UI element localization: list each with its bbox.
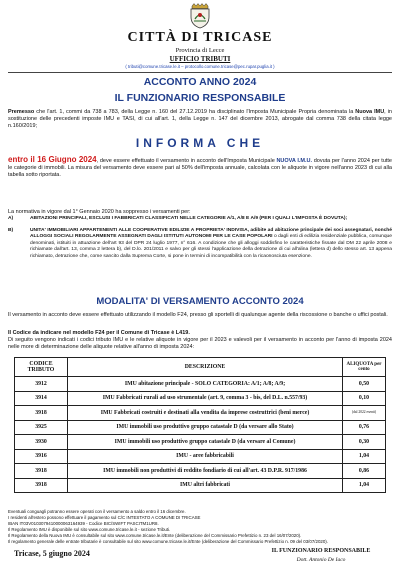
- informa-text-1: , deve essere effettuato il versamento in acconto dell'Imposta Municipale: [96, 158, 277, 164]
- premessa-paragraph: [8, 109, 392, 131]
- row-code: 3914: [15, 391, 68, 406]
- row-code: 3918: [15, 406, 68, 421]
- row-rate: 0,86: [343, 464, 386, 479]
- codice-comune-line: Il Codice da indicare nel modello F24 per il Comune di Tricase è L419.: [8, 330, 190, 336]
- table-header-row: [15, 358, 386, 377]
- row-code: 3918: [15, 464, 68, 479]
- row-description: IMU Fabbricati costruiti e destinati alla vendita da imprese costruttrici (beni merce): [68, 406, 343, 421]
- row-description: IMU immobili uso produttivo gruppo catastale D (da versare al Comune): [68, 435, 343, 450]
- tributi-table: [14, 357, 386, 493]
- contact-emails[interactable]: ( tributi@comune.tricase.le.it – protocollo.comune.tricase@pec.rupar.puglia.it ): [125, 64, 275, 69]
- exemption-text-rest: o dagli enti di edilizia residenziale pubblica, comunque denominati, istituiti in attuazione dell'art 93 del DPR 24 luglio 1977, n° 616. A condizione che gli alloggi soddisfino le caratteristiche fissate dal DM 22 aprile 2008 e richiamate dall'art. 13, comma 2 lettera b), del D.lo. 201/2011 e salvo per gli stessi l'applicazione della detrazione di cui all'alina (lettera d) dello stesso art. 13 appena richiamato, detrazione che, come sancito dalla Suprema Corte, si pone in termini di incompatibilità con la ricaonosciuta esenzione.: [30, 234, 392, 259]
- row-rate: 1,04: [343, 449, 386, 464]
- table-row: [15, 435, 386, 450]
- footer-notes: [8, 509, 392, 544]
- page-title: ACCONTO ANNO 2024: [143, 76, 257, 88]
- row-rate: 0,10: [343, 391, 386, 406]
- row-code: 3916: [15, 449, 68, 464]
- table-row: [15, 406, 386, 421]
- header-aliquota: ALIQUOTA per cento: [343, 358, 386, 377]
- premessa-text: che l'art. 1, commi da 738 a 783, della Legge n. 160 del 27.12.2019 ha disciplinato l'Imposta Municipale Propria denominata la: [34, 109, 356, 115]
- header-codice: CODICE TRIBUTO: [15, 358, 68, 377]
- premessa-imu: Nuova IMU: [355, 109, 385, 115]
- table-row: [15, 464, 386, 479]
- row-rate: 0,76: [343, 420, 386, 435]
- codici-paragraph: Di seguito vengono indicati i codici tributo IMU e le relative aliquote in vigore per il 2023 e valevoli per il versamento in acconto per l'anno di imposta 2024 nelle more di determinazione delle aliquote relative all'anno di imposta 2024:: [8, 337, 392, 351]
- modalita-paragraph: Il versamento in acconto deve essere effettuato utilizzando il modello F24, presso gli sportelli di qualunque agente della riscossione o banche o uffici postali.: [8, 312, 388, 318]
- signer-title: IL FUNZIONARIO RESPONSABILE: [271, 548, 371, 554]
- table-row: [15, 391, 386, 406]
- table-row: [15, 420, 386, 435]
- row-code: 3912: [15, 377, 68, 392]
- row-description: IMU immobili non produttivi di reddito fondiario di cui all'art. 43 D.P.R. 917/1986: [68, 464, 343, 479]
- row-code: 3930: [15, 435, 68, 450]
- exemption-marker: B): [8, 228, 14, 233]
- row-description: IMU altri fabbricati: [68, 478, 343, 493]
- footer-note: Eventuali conguagli potranno essere operati con il versamento a saldo entro il 16 dicembre.: [8, 509, 186, 514]
- exemption-text-bold: UNITA' IMMOBILIARI APPARTENENTI ALLE COOPERATIVE EDILIZIE A PROPRIETA' INDIVISA, adibite ad abitazione principale dei soci assegnatari, nonché ALLOGGI SOCIALI REGOLARMENTE ASSEGNATI DAGLI ISTITUTI AUTONOMI PER LE CASE POPOLARI: [30, 228, 392, 240]
- normativa-line: La normativa in vigore dal 1° Gennaio 2020 ha soppresso i versamenti per:: [8, 209, 191, 215]
- row-code: 3925: [15, 420, 68, 435]
- informa-text-2: dovuta per l'anno 2024 per tutte le categorie di immobili. La misura del versamento deve essere pari al 50% dell'imposta annuale, calcolata con le aliquote in vigore nell'anno 2023 di cui alla tabella sotto riportata.: [8, 158, 392, 179]
- exemption-marker: A): [8, 216, 14, 221]
- informa-paragraph: [8, 156, 392, 180]
- row-description: IMU - aree fabbricabili: [68, 449, 343, 464]
- footer-note: I residenti all'estero possono effettuare il pagamento sul C/C INTESTATO A COMUNE DI TRICASE: [8, 514, 201, 520]
- informa-heading: INFORMA CHE: [135, 136, 265, 150]
- table-row: [15, 449, 386, 464]
- header-divider: [8, 72, 392, 73]
- row-rate-note: (dal 2022 esenti): [351, 409, 377, 414]
- city-name: CITTÀ DI TRICASE: [127, 30, 273, 45]
- modalita-heading: MODALITA' DI VERSAMENTO ACCONTO 2024: [96, 296, 304, 307]
- signer-name: Dott. Antonio De Iaco: [296, 557, 346, 563]
- footer-note: Il Regolamento IMU è disponibile sul sito www.comune.tricase.le.it - sezione Tributi.: [8, 526, 171, 532]
- header-descrizione: DESCRIZIONE: [68, 358, 343, 377]
- footer-note: Il Regolamento della Nuova IMU è consultabile sul sito www.comune.tricase.le.it/Ente (deliberazione del Commissario Prefettizio n. 23 del 16/07/2020).: [8, 532, 302, 538]
- footer-note: Il regolamento generale delle entrate tributarie è consultabile sul sito www.comune.tricase.le.it/Ente (deliberazione del Commissario Prefettizio n. 09 del 03/07/2020).: [8, 538, 328, 544]
- table-row: [15, 377, 386, 392]
- row-code: 3918: [15, 478, 68, 493]
- row-rate-cell: [343, 406, 386, 421]
- row-rate: 0,30: [343, 435, 386, 450]
- deadline-text: entro il 16 Giugno 2024: [8, 155, 97, 164]
- exemption-text: ABITAZIONI PRINCIPALI, ESCLUSI I FABBRICATI CLASSIFICATI NELLE CATEGORIE A/1, A/8 E A/9 (PER I QUALI L'IMPOSTA È DOVUTA);: [30, 216, 348, 221]
- exemption-item-a: [8, 216, 392, 222]
- row-description: IMU abitazione principale - SOLO CATEGORIA: A/1; A/8; A/9;: [68, 377, 343, 392]
- premessa-rest: , in sostituzione delle precedenti imposte IMU e TASI, di cui all'art. 1, della Legge n. 147 del dicembre 2013, abrogate dal comma 738 della citata legge n.160/2019;: [8, 109, 392, 130]
- footer-note: IBAN IT03V0103079410000063164939 - Codice BIC/SWIFT PASCITM1UR8.: [8, 520, 159, 526]
- page-subtitle: IL FUNZIONARIO RESPONSABILE: [114, 92, 286, 104]
- town-crest-icon: [187, 3, 213, 29]
- premessa-lead: Premesso: [8, 109, 35, 115]
- row-rate: 0,50: [343, 377, 386, 392]
- province-name: Provincia di Lecce: [175, 47, 225, 54]
- table-row: [15, 478, 386, 493]
- row-description: IMU Fabbricati rurali ad uso strumentale (art. 9, comma 3 - bis, del D.L. n.557/93): [68, 391, 343, 406]
- document-date: Tricase, 5 giugno 2024: [14, 549, 90, 558]
- nuova-imu-text: NUOVA I.M.U.: [276, 158, 313, 164]
- exemption-item-b: [8, 228, 392, 260]
- row-rate: 1,04: [343, 478, 386, 493]
- row-description: IMU immobili uso produttivo gruppo catastale D (da versare allo Stato): [68, 420, 343, 435]
- office-name: UFFICIO TRIBUTI: [169, 55, 231, 63]
